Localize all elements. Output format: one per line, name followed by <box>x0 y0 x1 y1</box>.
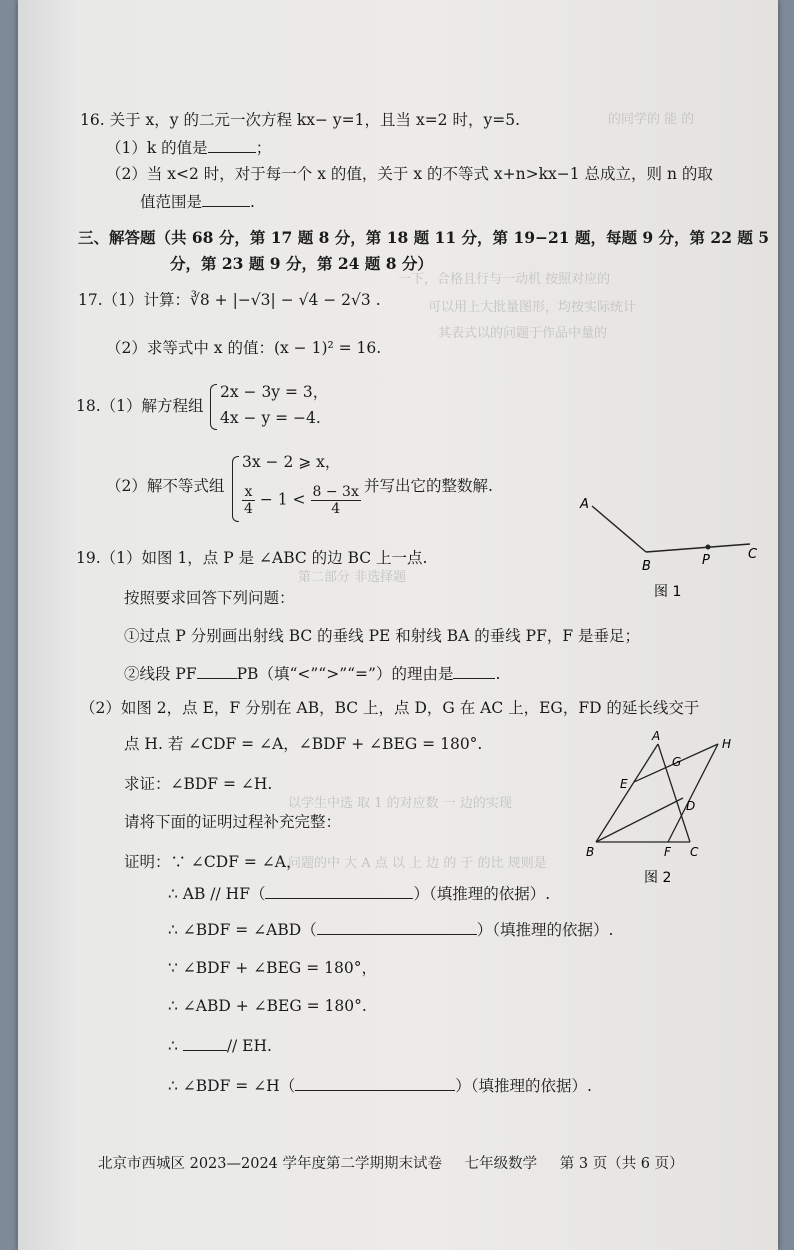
label-G: G <box>672 755 682 769</box>
proof-step-6: ∴ // EH. <box>168 1037 272 1055</box>
q16-stem: 16. 关于 x，y 的二元一次方程 kx− y=1，且当 x=2 时，y=5. <box>80 111 521 129</box>
label-P: P <box>702 553 710 568</box>
figure-2 <box>578 730 758 900</box>
q19-item2: ②线段 PF PB（填“<”“>”“=”）的理由是 . <box>124 665 501 683</box>
section-title-line2: 分，第 23 题 9 分，第 24 题 8 分） <box>170 254 433 273</box>
answer-blank[interactable] <box>453 664 495 679</box>
q18-part2-label: （2）解不等式组 <box>106 477 225 495</box>
proof-step-5: ∴ ∠ABD + ∠BEG = 180°. <box>168 997 367 1015</box>
q17-part1: 17.（1）计算：∛8 + |−√3| − √4 − 2√3 . <box>78 291 381 309</box>
ray-BC <box>646 544 750 552</box>
label-D: D <box>686 799 696 813</box>
label-C: C <box>690 845 699 859</box>
figure-2-caption: 图 2 <box>644 870 672 886</box>
q18-part2-tail: 并写出它的整数解. <box>364 477 493 495</box>
answer-blank[interactable] <box>208 138 256 153</box>
q19-ask: 按照要求回答下列问题： <box>124 589 295 607</box>
equation-brace <box>210 384 217 430</box>
answer-blank[interactable] <box>295 1076 455 1091</box>
ray-BA <box>592 506 646 552</box>
label-B: B <box>586 845 595 859</box>
point-P <box>706 545 711 550</box>
proof-step-3: ∴ ∠BDF = ∠ABD（ ）（填推理的依据）. <box>168 921 614 939</box>
q18-ineq1: 3x − 2 ⩾ x， <box>242 453 341 471</box>
proof-step-1: 证明：∵ ∠CDF = ∠A， <box>124 853 302 871</box>
label-H: H <box>722 737 732 751</box>
answer-blank[interactable] <box>183 1036 227 1051</box>
footer-page: 第 3 页（共 6 页） <box>559 1156 684 1172</box>
label-A: A <box>652 730 661 743</box>
page-footer <box>98 1152 702 1173</box>
proof-step-2: ∴ AB // HF（ ）（填推理的依据）. <box>168 885 551 903</box>
section-title: 三、解答题（共 68 分，第 17 题 8 分，第 18 题 11 分，第 19−21 题，每题 9 分，第 22 题 5 <box>78 228 770 247</box>
q18-eq2: 4x − y = −4. <box>220 409 321 427</box>
q17-part2: （2）求等式中 x 的值：(x − 1)² = 16. <box>106 339 382 357</box>
figure-1 <box>558 492 768 602</box>
answer-blank[interactable] <box>265 884 413 899</box>
answer-blank[interactable] <box>202 192 250 207</box>
q19-fill: 请将下面的证明过程补充完整： <box>124 813 342 831</box>
segment-AB <box>596 744 658 842</box>
q19-item1: ①过点 P 分别画出射线 BC 的垂线 PE 和射线 BA 的垂线 PF，F 是垂足； <box>124 627 641 645</box>
label-C: C <box>748 547 758 562</box>
answer-blank[interactable] <box>197 664 237 679</box>
bleed-through-text: 的同学的 能 的 <box>608 112 695 127</box>
label-A: A <box>580 497 589 512</box>
segment-BD <box>596 798 683 842</box>
q18-eq1: 2x − 3y = 3， <box>220 383 329 401</box>
bleed-through-text: 一下，合格且行与一动机 按照对应的 <box>398 272 611 287</box>
q18-ineq2: $\frac{x}{4}$ − 1 < $\frac{8 - 3x}{4}$ <box>244 484 359 517</box>
q18-part1-label: 18.（1）解方程组 <box>76 397 204 415</box>
label-F: F <box>664 845 671 859</box>
q19-part1: 19.（1）如图 1，点 P 是 ∠ABC 的边 BC 上一点. <box>76 549 428 567</box>
figure-1-caption: 图 1 <box>654 584 682 600</box>
q16-part1: （1）k 的值是 ； <box>106 139 272 157</box>
bleed-through-text: 其表式以的问题于作品中量的 <box>438 326 608 341</box>
footer-school: 北京市西城区 2023—2024 学年度第二学期期末试卷 <box>98 1156 443 1172</box>
answer-blank[interactable] <box>317 920 477 935</box>
label-E: E <box>620 777 628 791</box>
inequality-brace <box>232 456 239 522</box>
footer-subject: 七年级数学 <box>464 1156 538 1172</box>
q16-part2: （2）当 x<2 时，对于每一个 x 的值，关于 x 的不等式 x+n>kx−1 总成立，则 n 的取 <box>106 165 713 183</box>
bleed-through-text: 可以用上大批量图形，均按实际统计 <box>428 300 637 315</box>
q19-part2-line2: 点 H. 若 ∠CDF = ∠A，∠BDF + ∠BEG = 180°. <box>124 735 483 753</box>
q16-part2-line2: 值范围是 . <box>140 193 255 211</box>
q19-prove: 求证：∠BDF = ∠H. <box>124 775 273 793</box>
bleed-through-text: 以学生中选 取 1 的对应数 一 边的实现 <box>288 796 512 811</box>
label-B: B <box>642 559 651 574</box>
exam-page <box>18 0 778 1250</box>
q19-part2-line1: （2）如图 2，点 E，F 分别在 AB，BC 上，点 D，G 在 AC 上，EG，FD 的延长线交于 <box>80 699 700 717</box>
bleed-through-text: 第二部分 非选择题 <box>298 570 407 585</box>
bleed-through-text: 问题的中 大 A 点 以 上 边 的 于 的比 规则是 <box>288 856 547 871</box>
proof-step-7: ∴ ∠BDF = ∠H（ ）（填推理的依据）. <box>168 1077 592 1095</box>
proof-step-4: ∵ ∠BDF + ∠BEG = 180°， <box>168 959 377 977</box>
